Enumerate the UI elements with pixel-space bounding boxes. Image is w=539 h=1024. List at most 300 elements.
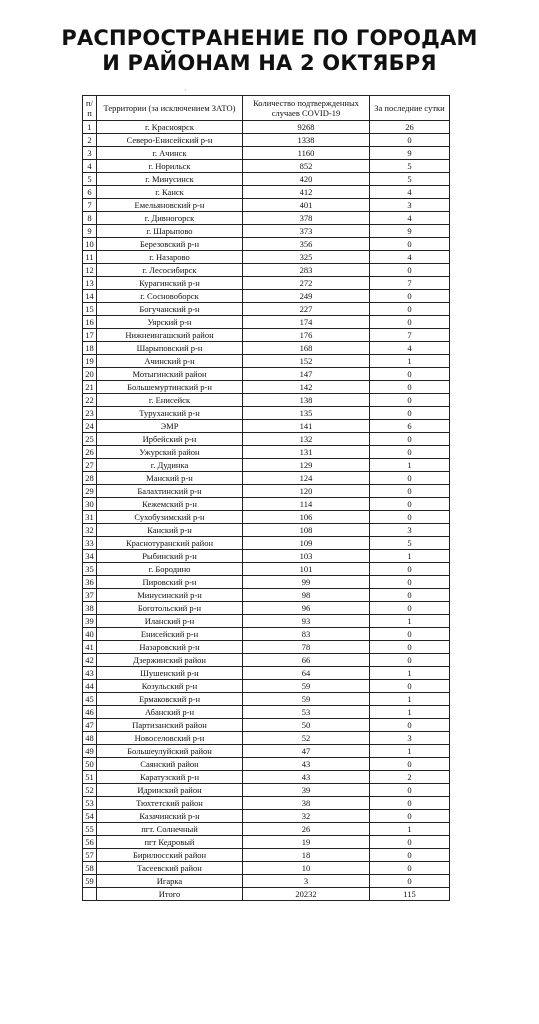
last-day-cell: 0 xyxy=(370,303,450,316)
cases-cell: 78 xyxy=(243,641,370,654)
row-number-cell: 42 xyxy=(83,654,97,667)
table-row xyxy=(83,446,450,459)
territory-cell: ЭМР xyxy=(97,420,243,433)
row-number-cell: 47 xyxy=(83,719,97,732)
territory-cell: Енисейский р-н xyxy=(97,628,243,641)
row-number-cell: 36 xyxy=(83,576,97,589)
last-day-cell: 26 xyxy=(370,121,450,134)
last-day-cell: 7 xyxy=(370,277,450,290)
territory-cell: г. Канск xyxy=(97,186,243,199)
territory-cell: Абанский р-н xyxy=(97,706,243,719)
last-day-cell: 4 xyxy=(370,186,450,199)
table-row xyxy=(83,875,450,888)
territory-cell: Богучанский р-н xyxy=(97,303,243,316)
territory-cell: г. Лесосибирск xyxy=(97,264,243,277)
territory-cell: Игарка xyxy=(97,875,243,888)
table-row xyxy=(83,238,450,251)
cases-cell: 401 xyxy=(243,199,370,212)
cases-cell: 52 xyxy=(243,732,370,745)
row-number-cell: 5 xyxy=(83,173,97,186)
row-number-cell: 25 xyxy=(83,433,97,446)
row-number-cell: 4 xyxy=(83,160,97,173)
table-row xyxy=(83,342,450,355)
cases-cell: 168 xyxy=(243,342,370,355)
row-number-cell: 50 xyxy=(83,758,97,771)
table-row xyxy=(83,641,450,654)
row-number-cell: 26 xyxy=(83,446,97,459)
cases-cell: 3 xyxy=(243,875,370,888)
territory-cell: Дзержинский район xyxy=(97,654,243,667)
row-number-cell: 20 xyxy=(83,368,97,381)
territory-cell: г. Бородино xyxy=(97,563,243,576)
last-day-cell: 3 xyxy=(370,732,450,745)
cases-cell: 420 xyxy=(243,173,370,186)
row-number-cell: 46 xyxy=(83,706,97,719)
decorative-dot: · xyxy=(184,86,187,95)
territory-cell: Курагинский р-н xyxy=(97,277,243,290)
table-row xyxy=(83,160,450,173)
table-row xyxy=(83,797,450,810)
territory-cell: Бирилюсский район xyxy=(97,849,243,862)
cases-cell: 47 xyxy=(243,745,370,758)
last-day-cell: 0 xyxy=(370,368,450,381)
cases-cell: 1338 xyxy=(243,134,370,147)
row-number-cell: 55 xyxy=(83,823,97,836)
row-number-cell: 19 xyxy=(83,355,97,368)
cases-cell: 38 xyxy=(243,797,370,810)
table-row xyxy=(83,355,450,368)
cases-cell: 373 xyxy=(243,225,370,238)
territory-cell: Тюхтетский район xyxy=(97,797,243,810)
table-row xyxy=(83,693,450,706)
table-row xyxy=(83,784,450,797)
cases-cell: 152 xyxy=(243,355,370,368)
table-row xyxy=(83,836,450,849)
territory-cell: Козульский р-н xyxy=(97,680,243,693)
row-number-cell: 33 xyxy=(83,537,97,550)
row-number-cell: 41 xyxy=(83,641,97,654)
row-number-cell: 54 xyxy=(83,810,97,823)
table-row xyxy=(83,277,450,290)
table-row xyxy=(83,680,450,693)
last-day-cell: 0 xyxy=(370,576,450,589)
territory-cell: Манский р-н xyxy=(97,472,243,485)
territory-cell: Назаровский р-н xyxy=(97,641,243,654)
cases-cell: 249 xyxy=(243,290,370,303)
cases-cell: 50 xyxy=(243,719,370,732)
last-day-cell: 7 xyxy=(370,329,450,342)
table-row xyxy=(83,433,450,446)
row-number-cell: 14 xyxy=(83,290,97,303)
cases-cell: 378 xyxy=(243,212,370,225)
row-number-cell: 6 xyxy=(83,186,97,199)
territory-cell: г. Шарыпово xyxy=(97,225,243,238)
territory-cell: Шушенский р-н xyxy=(97,667,243,680)
total-num-cell xyxy=(83,888,97,901)
table-row xyxy=(83,394,450,407)
cases-cell: 1160 xyxy=(243,147,370,160)
row-number-cell: 45 xyxy=(83,693,97,706)
row-number-cell: 44 xyxy=(83,680,97,693)
last-day-cell: 1 xyxy=(370,459,450,472)
table-row xyxy=(83,264,450,277)
last-day-cell: 0 xyxy=(370,238,450,251)
table-row xyxy=(83,147,450,160)
row-number-cell: 59 xyxy=(83,875,97,888)
last-day-cell: 4 xyxy=(370,251,450,264)
row-number-cell: 58 xyxy=(83,862,97,875)
total-day: 115 xyxy=(370,888,450,901)
row-number-cell: 11 xyxy=(83,251,97,264)
row-number-cell: 34 xyxy=(83,550,97,563)
last-day-cell: 0 xyxy=(370,862,450,875)
last-day-cell: 0 xyxy=(370,264,450,277)
header-last-day: За последние сутки xyxy=(370,96,450,121)
last-day-cell: 0 xyxy=(370,589,450,602)
territory-cell: Емельяновский р-н xyxy=(97,199,243,212)
territory-cell: Канский р-н xyxy=(97,524,243,537)
row-number-cell: 57 xyxy=(83,849,97,862)
row-number-cell: 8 xyxy=(83,212,97,225)
last-day-cell: 5 xyxy=(370,173,450,186)
row-number-cell: 16 xyxy=(83,316,97,329)
territory-cell: Сухобузимский р-н xyxy=(97,511,243,524)
cases-cell: 59 xyxy=(243,693,370,706)
table-row xyxy=(83,654,450,667)
territory-cell: Мотыгинский район xyxy=(97,368,243,381)
last-day-cell: 3 xyxy=(370,199,450,212)
last-day-cell: 1 xyxy=(370,693,450,706)
cases-cell: 138 xyxy=(243,394,370,407)
territory-cell: Большемуртинский р-н xyxy=(97,381,243,394)
cases-cell: 43 xyxy=(243,771,370,784)
territory-cell: г. Норильск xyxy=(97,160,243,173)
total-label: Итого xyxy=(97,888,243,901)
table-row xyxy=(83,719,450,732)
last-day-cell: 0 xyxy=(370,485,450,498)
row-number-cell: 3 xyxy=(83,147,97,160)
table-row xyxy=(83,472,450,485)
cases-cell: 106 xyxy=(243,511,370,524)
cases-cell: 18 xyxy=(243,849,370,862)
table-row xyxy=(83,550,450,563)
territory-cell: Пировский р-н xyxy=(97,576,243,589)
row-number-cell: 21 xyxy=(83,381,97,394)
cases-cell: 412 xyxy=(243,186,370,199)
cases-cell: 109 xyxy=(243,537,370,550)
row-number-cell: 27 xyxy=(83,459,97,472)
last-day-cell: 1 xyxy=(370,745,450,758)
row-number-cell: 52 xyxy=(83,784,97,797)
last-day-cell: 0 xyxy=(370,654,450,667)
cases-cell: 108 xyxy=(243,524,370,537)
last-day-cell: 0 xyxy=(370,836,450,849)
territory-cell: Казачинский р-н xyxy=(97,810,243,823)
cases-cell: 114 xyxy=(243,498,370,511)
cases-cell: 141 xyxy=(243,420,370,433)
table-row xyxy=(83,862,450,875)
last-day-cell: 1 xyxy=(370,667,450,680)
table-row xyxy=(83,563,450,576)
table-row xyxy=(83,537,450,550)
row-number-cell: 1 xyxy=(83,121,97,134)
last-day-cell: 0 xyxy=(370,381,450,394)
territory-cell: Ужурский район xyxy=(97,446,243,459)
table-row xyxy=(83,823,450,836)
row-number-cell: 48 xyxy=(83,732,97,745)
row-number-cell: 28 xyxy=(83,472,97,485)
territory-cell: Туруханский р-н xyxy=(97,407,243,420)
cases-cell: 59 xyxy=(243,680,370,693)
cases-cell: 103 xyxy=(243,550,370,563)
page-title xyxy=(0,26,539,76)
cases-cell: 101 xyxy=(243,563,370,576)
territory-cell: г. Минусинск xyxy=(97,173,243,186)
territory-cell: Идринский район xyxy=(97,784,243,797)
row-number-cell: 43 xyxy=(83,667,97,680)
last-day-cell: 0 xyxy=(370,433,450,446)
cases-cell: 53 xyxy=(243,706,370,719)
table-row xyxy=(83,316,450,329)
row-number-cell: 39 xyxy=(83,615,97,628)
cases-cell: 356 xyxy=(243,238,370,251)
territory-cell: Краснотуранский район xyxy=(97,537,243,550)
table-row xyxy=(83,771,450,784)
last-day-cell: 0 xyxy=(370,849,450,862)
table-row xyxy=(83,186,450,199)
table-row xyxy=(83,290,450,303)
table-row xyxy=(83,706,450,719)
header-cases: Количество подтвержденных случаев COVID-19 xyxy=(243,96,370,121)
cases-cell: 93 xyxy=(243,615,370,628)
territory-cell: Каратузский р-н xyxy=(97,771,243,784)
last-day-cell: 0 xyxy=(370,797,450,810)
territory-cell: Березовский р-н xyxy=(97,238,243,251)
last-day-cell: 0 xyxy=(370,472,450,485)
territory-cell: Минусинский р-н xyxy=(97,589,243,602)
last-day-cell: 0 xyxy=(370,407,450,420)
cases-cell: 325 xyxy=(243,251,370,264)
territory-cell: Северо-Енисейский р-н xyxy=(97,134,243,147)
last-day-cell: 3 xyxy=(370,524,450,537)
cases-cell: 272 xyxy=(243,277,370,290)
table-row xyxy=(83,602,450,615)
table-row xyxy=(83,485,450,498)
cases-cell: 132 xyxy=(243,433,370,446)
row-number-cell: 40 xyxy=(83,628,97,641)
territory-cell: г. Дудинка xyxy=(97,459,243,472)
last-day-cell: 5 xyxy=(370,537,450,550)
last-day-cell: 4 xyxy=(370,212,450,225)
table-row xyxy=(83,589,450,602)
row-number-cell: 56 xyxy=(83,836,97,849)
cases-cell: 43 xyxy=(243,758,370,771)
header-num: п/п xyxy=(83,96,97,121)
table-row xyxy=(83,407,450,420)
row-number-cell: 7 xyxy=(83,199,97,212)
territory-cell: Балахтинский р-н xyxy=(97,485,243,498)
last-day-cell: 0 xyxy=(370,511,450,524)
table-row xyxy=(83,849,450,862)
table-row xyxy=(83,303,450,316)
cases-cell: 852 xyxy=(243,160,370,173)
territory-cell: г. Назарово xyxy=(97,251,243,264)
last-day-cell: 0 xyxy=(370,875,450,888)
last-day-cell: 0 xyxy=(370,316,450,329)
row-number-cell: 10 xyxy=(83,238,97,251)
last-day-cell: 9 xyxy=(370,147,450,160)
territory-cell: Ачинский р-н xyxy=(97,355,243,368)
total-row xyxy=(83,888,450,901)
table-row xyxy=(83,628,450,641)
territory-cell: г. Енисейск xyxy=(97,394,243,407)
table-row xyxy=(83,758,450,771)
territory-cell: Ирбейский р-н xyxy=(97,433,243,446)
territory-cell: Боготольский р-н xyxy=(97,602,243,615)
last-day-cell: 1 xyxy=(370,355,450,368)
territory-cell: г. Сосновоборск xyxy=(97,290,243,303)
last-day-cell: 1 xyxy=(370,615,450,628)
territory-cell: Рыбинский р-н xyxy=(97,550,243,563)
territory-cell: пгт Кедровый xyxy=(97,836,243,849)
cases-cell: 83 xyxy=(243,628,370,641)
table-header-row xyxy=(83,96,450,121)
cases-cell: 32 xyxy=(243,810,370,823)
row-number-cell: 15 xyxy=(83,303,97,316)
table-row xyxy=(83,381,450,394)
last-day-cell: 0 xyxy=(370,680,450,693)
cases-cell: 64 xyxy=(243,667,370,680)
row-number-cell: 18 xyxy=(83,342,97,355)
territory-cell: Уярский р-н xyxy=(97,316,243,329)
last-day-cell: 0 xyxy=(370,394,450,407)
table-row xyxy=(83,615,450,628)
last-day-cell: 0 xyxy=(370,758,450,771)
cases-cell: 176 xyxy=(243,329,370,342)
last-day-cell: 1 xyxy=(370,823,450,836)
covid-cases-table xyxy=(82,95,450,901)
territory-cell: г. Дивногорск xyxy=(97,212,243,225)
table-row xyxy=(83,511,450,524)
territory-cell: Нижнеингашский район xyxy=(97,329,243,342)
table-row xyxy=(83,810,450,823)
row-number-cell: 31 xyxy=(83,511,97,524)
row-number-cell: 17 xyxy=(83,329,97,342)
row-number-cell: 35 xyxy=(83,563,97,576)
row-number-cell: 2 xyxy=(83,134,97,147)
total-cases: 20232 xyxy=(243,888,370,901)
cases-cell: 283 xyxy=(243,264,370,277)
last-day-cell: 0 xyxy=(370,641,450,654)
row-number-cell: 53 xyxy=(83,797,97,810)
table-row xyxy=(83,199,450,212)
last-day-cell: 0 xyxy=(370,628,450,641)
row-number-cell: 38 xyxy=(83,602,97,615)
territory-cell: Саянский район xyxy=(97,758,243,771)
territory-cell: Новоселовский р-н xyxy=(97,732,243,745)
territory-cell: пгт. Солнечный xyxy=(97,823,243,836)
table-row xyxy=(83,667,450,680)
territory-cell: г. Красноярск xyxy=(97,121,243,134)
row-number-cell: 9 xyxy=(83,225,97,238)
row-number-cell: 29 xyxy=(83,485,97,498)
cases-cell: 19 xyxy=(243,836,370,849)
last-day-cell: 0 xyxy=(370,498,450,511)
table-row xyxy=(83,121,450,134)
row-number-cell: 12 xyxy=(83,264,97,277)
last-day-cell: 0 xyxy=(370,290,450,303)
row-number-cell: 22 xyxy=(83,394,97,407)
row-number-cell: 37 xyxy=(83,589,97,602)
last-day-cell: 0 xyxy=(370,446,450,459)
cases-cell: 66 xyxy=(243,654,370,667)
last-day-cell: 6 xyxy=(370,420,450,433)
cases-cell: 131 xyxy=(243,446,370,459)
cases-cell: 96 xyxy=(243,602,370,615)
cases-cell: 142 xyxy=(243,381,370,394)
cases-cell: 39 xyxy=(243,784,370,797)
header-territory: Территории (за исключением ЗАТО) xyxy=(97,96,243,121)
row-number-cell: 30 xyxy=(83,498,97,511)
last-day-cell: 5 xyxy=(370,160,450,173)
territory-cell: г. Ачинск xyxy=(97,147,243,160)
territory-cell: Ермаковский р-н xyxy=(97,693,243,706)
cases-cell: 26 xyxy=(243,823,370,836)
last-day-cell: 0 xyxy=(370,602,450,615)
row-number-cell: 23 xyxy=(83,407,97,420)
row-number-cell: 49 xyxy=(83,745,97,758)
last-day-cell: 1 xyxy=(370,706,450,719)
row-number-cell: 32 xyxy=(83,524,97,537)
title-line-2: И РАЙОНАМ НА 2 ОКТЯБРЯ xyxy=(102,51,437,75)
row-number-cell: 13 xyxy=(83,277,97,290)
cases-cell: 9268 xyxy=(243,121,370,134)
table-row xyxy=(83,745,450,758)
title-line-1: РАСПРОСТРАНЕНИЕ ПО ГОРОДАМ xyxy=(61,26,478,50)
cases-cell: 120 xyxy=(243,485,370,498)
cases-cell: 129 xyxy=(243,459,370,472)
cases-cell: 227 xyxy=(243,303,370,316)
table-row xyxy=(83,134,450,147)
table-row xyxy=(83,329,450,342)
territory-cell: Партизанский район xyxy=(97,719,243,732)
table-row xyxy=(83,576,450,589)
last-day-cell: 1 xyxy=(370,550,450,563)
table-row xyxy=(83,420,450,433)
table-row xyxy=(83,732,450,745)
table-row xyxy=(83,498,450,511)
cases-cell: 135 xyxy=(243,407,370,420)
territory-cell: Иланский р-н xyxy=(97,615,243,628)
last-day-cell: 4 xyxy=(370,342,450,355)
cases-cell: 124 xyxy=(243,472,370,485)
table-row xyxy=(83,459,450,472)
table-row xyxy=(83,524,450,537)
row-number-cell: 24 xyxy=(83,420,97,433)
last-day-cell: 0 xyxy=(370,810,450,823)
table-row xyxy=(83,173,450,186)
table-row xyxy=(83,368,450,381)
territory-cell: Кежемский р-н xyxy=(97,498,243,511)
row-number-cell: 51 xyxy=(83,771,97,784)
cases-cell: 147 xyxy=(243,368,370,381)
table-row xyxy=(83,212,450,225)
table-row xyxy=(83,225,450,238)
cases-cell: 174 xyxy=(243,316,370,329)
last-day-cell: 0 xyxy=(370,784,450,797)
last-day-cell: 0 xyxy=(370,563,450,576)
cases-cell: 98 xyxy=(243,589,370,602)
